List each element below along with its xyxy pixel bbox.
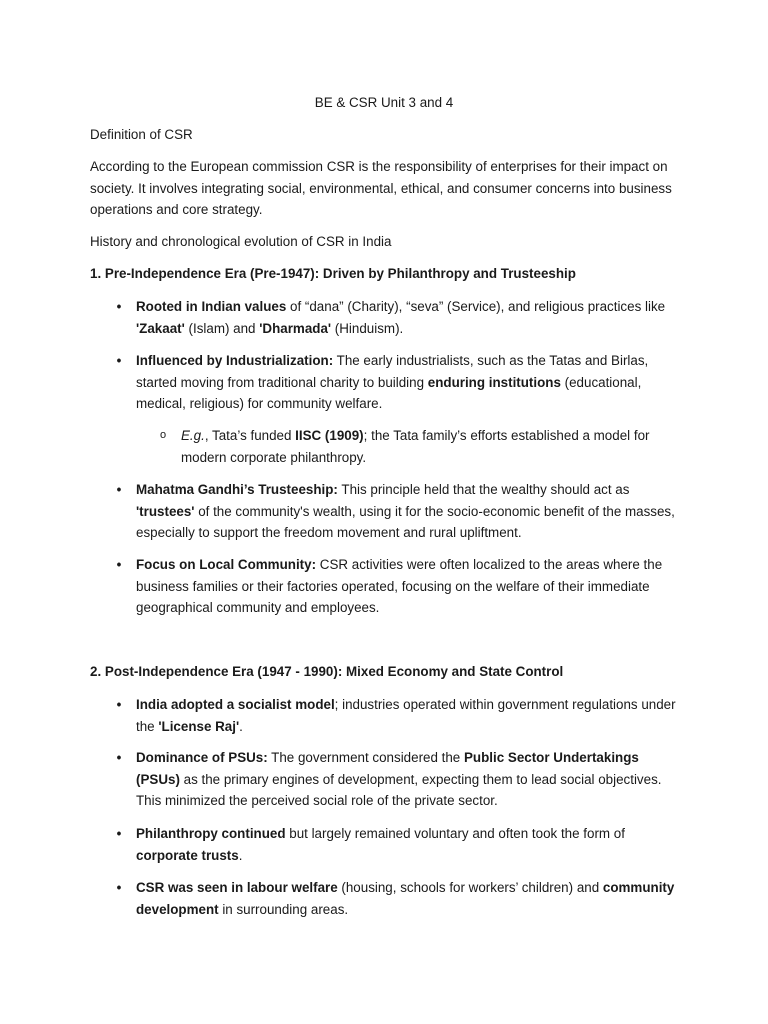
text: , Tata’s funded: [204, 428, 296, 443]
section-1-bullet-2: [136, 350, 681, 415]
definition-paragraph: According to the European commission CSR is the responsibility of enterprises for their impact on society. It involves integrating social, environmental, ethical, and consumer concerns into business operations and core strategy.: [90, 159, 672, 217]
section-2-bullet-4: [136, 877, 681, 920]
bold-text: corporate trusts: [136, 847, 239, 863]
bullet-marker: •: [116, 299, 122, 314]
text: .: [239, 718, 243, 734]
text: (educational, medical, religious) for community welfare.: [136, 374, 642, 411]
bullet-marker: •: [116, 750, 122, 765]
text: The early industrialists, such as the Tatas and Birlas, started moving from traditional charity to building: [136, 353, 649, 390]
section-2-bullet-3: [136, 823, 681, 866]
bold-text: enduring institutions: [427, 374, 561, 390]
bullet-marker: •: [116, 697, 122, 712]
bold-text: Public Sector Undertakings (PSUs): [136, 750, 639, 787]
bold-text: 'Dharmada': [259, 320, 332, 336]
text: of the community's wealth, using it for the socio-economic benefit of the masses, especially to support the freedom movement and rural upliftment.: [136, 503, 675, 540]
text: CSR activities were often localized to the areas where the business families or their factories operated, focusing on the welfare of their immediate geographical community and employees.: [136, 557, 663, 615]
bold-text: Rooted in Indian values: [136, 299, 287, 314]
bold-text: India adopted a socialist model: [136, 697, 335, 712]
page-title: BE & CSR Unit 3 and 4: [314, 95, 454, 110]
bullet-marker: •: [116, 880, 122, 895]
bold-text: Focus on Local Community:: [136, 557, 317, 572]
text: as the primary engines of development, expecting them to lead social objectives. This minimized the perceived social role of the private sector.: [136, 771, 662, 808]
bold-text: 'License Raj': [158, 718, 240, 734]
bold-text: CSR was seen in labour welfare: [136, 880, 338, 895]
bullet-marker: •: [116, 826, 122, 841]
section-2-heading: 2. Post-Independence Era (1947 - 1990): Mixed Economy and State Control: [90, 664, 564, 679]
section-2-bullet-2: [136, 747, 681, 812]
text: (housing, schools for workers’ children) and: [337, 880, 603, 895]
text: (Hinduism).: [331, 320, 404, 336]
text: ; industries operated within government regulations under the: [136, 697, 676, 734]
bold-text: community development: [136, 880, 675, 917]
text: ; the Tata family’s efforts established a model for modern corporate philanthropy.: [181, 428, 650, 465]
bold-text: Philanthropy continued: [136, 826, 286, 841]
bold-text: Mahatma Gandhi’s Trusteeship:: [136, 482, 338, 497]
text: but largely remained voluntary and often took the form of: [285, 826, 625, 841]
text: in surrounding areas.: [218, 901, 349, 917]
section-1-bullet-3: [136, 479, 681, 544]
text: of “dana” (Charity), “seva” (Service), and religious practices like: [286, 299, 666, 314]
bullet-marker: •: [116, 557, 122, 572]
text: The government considered the: [267, 750, 464, 765]
bold-text: IISC (1909): [295, 428, 364, 443]
definition-heading: Definition of CSR: [90, 127, 193, 142]
section-1-heading: 1. Pre-Independence Era (Pre-1947): Driven by Philanthropy and Trusteeship: [90, 266, 576, 281]
bold-text: 'Zakaat': [136, 320, 185, 336]
section-1-bullet-4: [136, 554, 681, 619]
bullet-marker: •: [116, 353, 122, 368]
bold-text: 'trustees': [136, 503, 195, 519]
italic-text: E.g.: [181, 428, 205, 443]
section-1-bullet-1: [136, 296, 681, 339]
sub-bullet-marker: o: [159, 429, 167, 441]
history-heading: History and chronological evolution of CSR in India: [90, 234, 392, 249]
text: (Islam) and: [184, 320, 260, 336]
bold-text: Influenced by Industrialization:: [136, 353, 334, 368]
section-2-bullet-1: [136, 694, 681, 737]
text: .: [238, 847, 243, 863]
bold-text: Dominance of PSUs:: [136, 750, 268, 765]
text: This principle held that the wealthy should act as: [337, 482, 630, 497]
section-1-sub-bullet: [181, 425, 681, 468]
bullet-marker: •: [116, 482, 122, 497]
